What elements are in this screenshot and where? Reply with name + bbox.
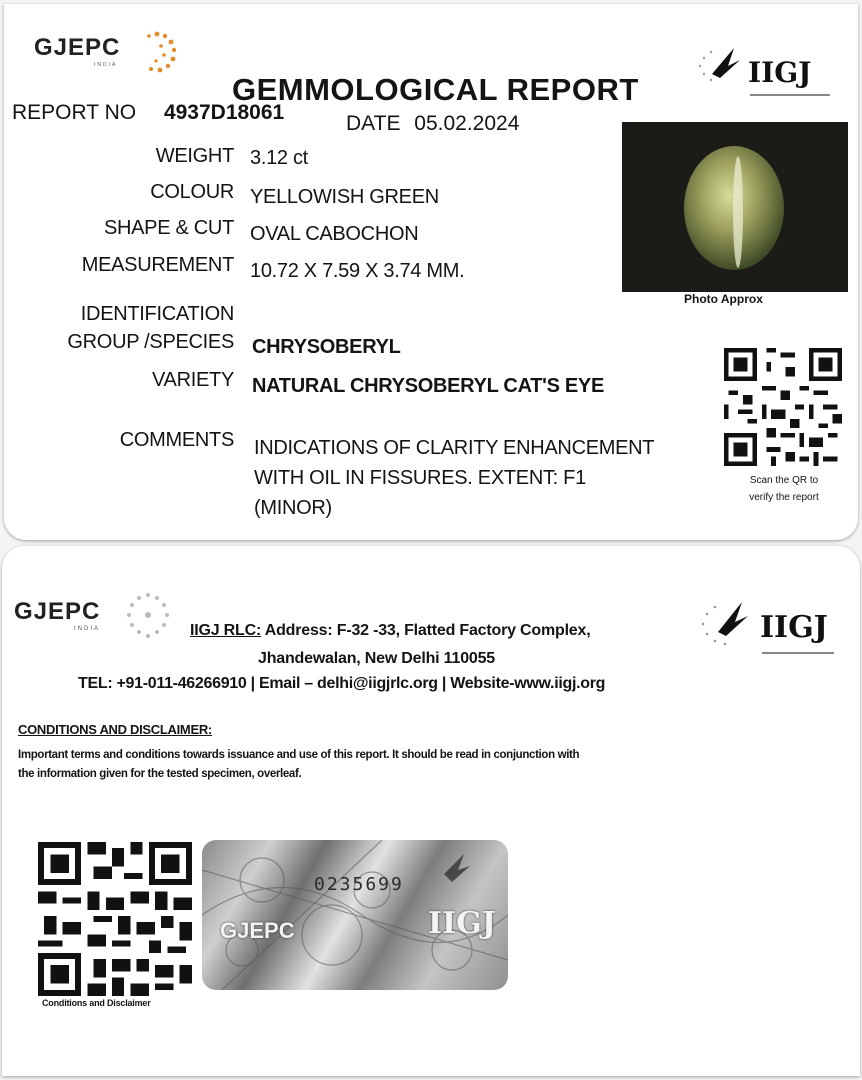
qr-caption-line-2: verify the report — [749, 492, 819, 503]
address-line-1 — [190, 622, 590, 640]
weight-label: WEIGHT — [155, 145, 234, 167]
cats-eye-gem-icon — [622, 122, 848, 292]
iigj-logo-text: IIGJ — [748, 56, 812, 89]
weight-value: 3.12 ct — [250, 147, 308, 169]
iigj-emblem-icon — [694, 44, 750, 88]
contact-line: TEL: +91-011-46266910 | Email – delhi@iigjrlc.org | Website-www.iigj.org — [78, 675, 606, 692]
gjepc-logo-text-back: GJEPC — [14, 598, 101, 625]
shape-cut-value: OVAL CABOCHON — [250, 223, 419, 245]
measurement-value: 10.72 X 7.59 X 3.74 MM. — [250, 260, 465, 282]
group-species-label: GROUP /SPECIES — [67, 331, 234, 353]
identification-label: IDENTIFICATION — [80, 303, 234, 325]
report-front-card — [4, 4, 858, 540]
gjepc-logo — [34, 34, 120, 68]
qr-caption-line-1: Scan the QR to — [749, 475, 819, 486]
report-no-row — [12, 101, 284, 125]
hologram-iigj-text: IIGJ — [428, 906, 496, 941]
report-no-label: REPORT NO — [12, 101, 137, 124]
measurement-label: MEASUREMENT — [81, 254, 234, 276]
colour-label: COLOUR — [150, 181, 234, 203]
conditions-heading: CONDITIONS AND DISCLAIMER: — [18, 722, 212, 737]
comments-value — [254, 433, 654, 523]
shape-cut-label: SHAPE & CUT — [103, 217, 234, 239]
comments-line-2: WITH OIL IN FISSURES. EXTENT: F1 — [254, 467, 586, 489]
gjepc-logo-text: GJEPC — [34, 34, 121, 61]
variety-value: NATURAL CHRYSOBERYL CAT'S EYE — [252, 375, 605, 397]
photo-caption: Photo Approx — [684, 292, 763, 306]
iigj-logo-text-back: IIGJ — [760, 610, 828, 645]
verify-qr-code[interactable] — [724, 348, 842, 466]
comments-label: COMMENTS — [119, 429, 234, 451]
hologram-number: 0235699 — [314, 874, 404, 895]
address-text: Address: F-32 -33, Flatted Factory Complex, — [261, 622, 591, 639]
gem-photo — [622, 122, 848, 292]
comments-line-3: (MINOR) — [254, 497, 332, 519]
date-row — [346, 112, 519, 136]
report-back-card — [2, 546, 860, 1076]
report-title: GEMMOLOGICAL REPORT — [232, 72, 639, 107]
conditions-line-1: Important terms and conditions towards issuance and use of this report. It should be read in conjunction with — [18, 749, 580, 761]
sunburst-icon — [132, 28, 182, 78]
sunburst-icon — [120, 590, 176, 642]
gjepc-logo-back — [14, 598, 100, 632]
conditions-qr-caption: Conditions and Disclaimer — [42, 998, 151, 1008]
conditions-qr-code[interactable] — [38, 842, 192, 996]
conditions-line-2: the information given for the tested specimen, overleaf. — [18, 768, 302, 780]
comments-line-1: INDICATIONS OF CLARITY ENHANCEMENT — [254, 437, 655, 459]
iigj-logo-underline-back — [762, 652, 834, 654]
iigj-logo-underline — [750, 94, 830, 96]
gjepc-logo-sub: INDIA — [94, 62, 118, 68]
security-hologram — [202, 840, 508, 990]
iigj-emblem-icon — [698, 598, 758, 648]
address-label: IIGJ RLC: — [190, 622, 262, 639]
iigj-logo — [694, 44, 834, 100]
iigj-logo-back — [698, 598, 838, 658]
group-species-value: CHRYSOBERYL — [252, 336, 401, 358]
variety-label: VARIETY — [152, 369, 234, 391]
date-value: 05.02.2024 — [414, 112, 520, 135]
report-no-value: 4937D18061 — [163, 101, 285, 124]
gjepc-logo-sub-back: INDIA — [74, 626, 101, 632]
address-line-2: Jhandewalan, New Delhi 110055 — [258, 650, 495, 667]
hologram-gjepc-text: GJEPC — [220, 918, 295, 943]
conditions-text — [18, 746, 579, 784]
date-label: DATE — [346, 112, 401, 135]
qr-caption — [726, 472, 842, 506]
colour-value: YELLOWISH GREEN — [250, 186, 439, 208]
